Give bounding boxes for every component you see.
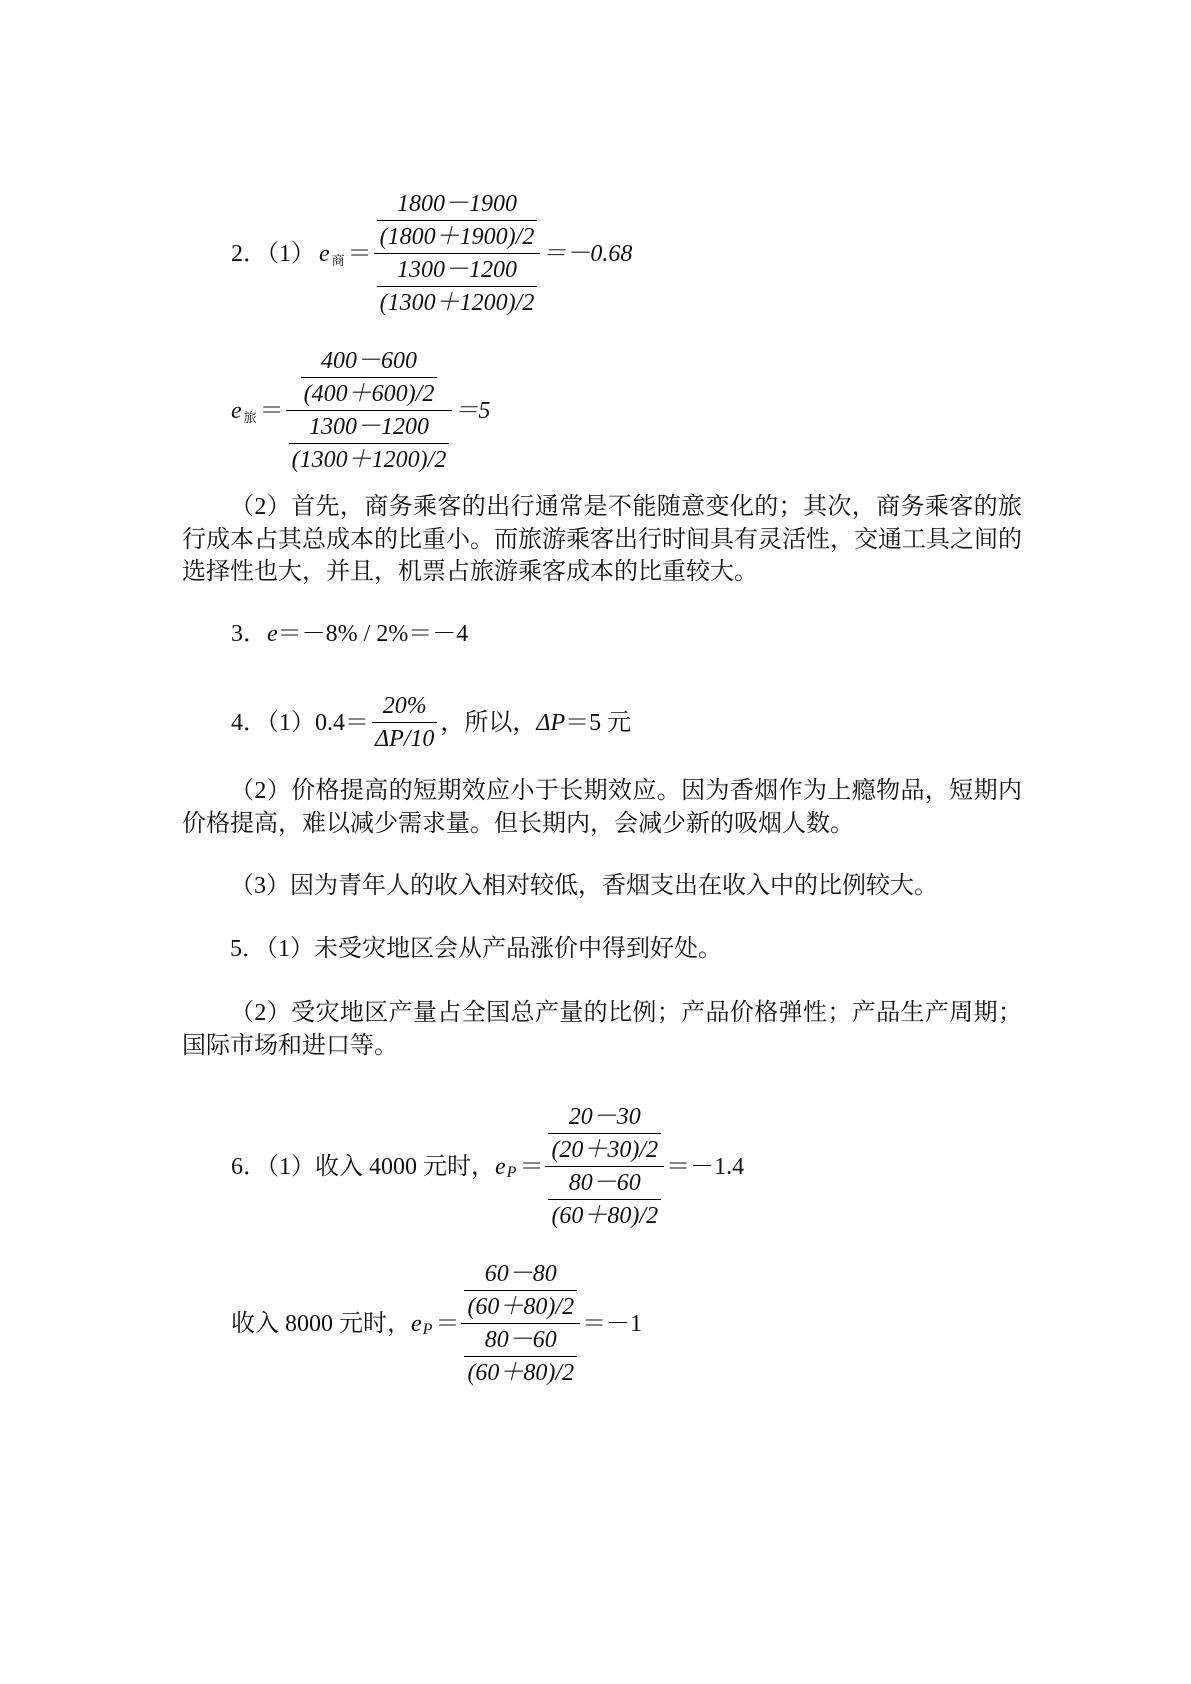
denominator-top: 80－60	[464, 1324, 577, 1357]
conclusion-variable: ΔP	[536, 709, 566, 736]
q6-income-8000-formula	[231, 1258, 642, 1389]
q4-part3-paragraph	[182, 870, 1022, 903]
conclusion-prefix: ，所以，	[440, 709, 537, 736]
compound-fraction	[374, 188, 541, 319]
income-condition: 收入 4000 元时，	[315, 1153, 495, 1180]
denominator-fraction	[377, 254, 538, 319]
paragraph-line: （2）受灾地区产量占全国总产量的比例；产品价格弹性；产品生产周期；	[230, 1000, 1022, 1026]
compound-fraction	[545, 1101, 664, 1232]
fraction-numerator: 20%	[372, 690, 437, 723]
numerator-bottom: (60＋80)/2	[467, 1294, 575, 1320]
numerator-fraction	[377, 188, 538, 253]
income-condition: 收入 8000 元时，	[231, 1310, 411, 1337]
denominator-top: 1300－1200	[377, 254, 538, 287]
denominator-fraction	[464, 1324, 577, 1389]
paragraph-line: （2）首先，商务乘客的出行通常是不能随意变化的；其次，商务乘客的旅	[230, 494, 1022, 520]
elasticity-symbol: e	[495, 1153, 506, 1180]
numerator-bottom: (20＋30)/2	[551, 1137, 659, 1163]
elasticity-subscript: P	[506, 1163, 517, 1181]
q4-formula	[231, 690, 631, 755]
conclusion-value: ＝5 元	[565, 709, 632, 736]
elasticity-symbol: e	[231, 397, 242, 424]
paragraph-line: 5．（1）未受灾地区会从产品涨价中得到好处。	[230, 936, 722, 962]
denominator-bottom: (60＋80)/2	[551, 1203, 659, 1229]
paragraph-line: 选择性也大，并且，机票占旅游乘客成本的比重较大。	[182, 559, 758, 585]
elasticity-symbol: e	[411, 1310, 422, 1337]
q5-part1-paragraph	[182, 933, 1022, 966]
question-label: 3．	[231, 621, 267, 647]
paragraph-line: 行成本占其总成本的比重小。而旅游乘客出行时间具有灵活性，交通工具之间的	[182, 526, 1022, 553]
denominator-bottom: (1300＋1200)/2	[291, 447, 447, 473]
paragraph-line: （3）因为青年人的收入相对较低，香烟支出在收入中的比例较大。	[230, 873, 938, 899]
formula-result: ＝－1.4	[666, 1153, 745, 1180]
paragraph-line: 价格提高，难以减少需求量。但长期内，会减少新的吸烟人数。	[182, 810, 854, 837]
denominator-fraction	[548, 1167, 661, 1232]
equals-sign: ＝	[347, 240, 372, 267]
formula-lhs: 0.4＝	[315, 709, 369, 736]
numerator-bottom: (400＋600)/2	[303, 381, 435, 407]
q2-business-elasticity-formula	[231, 188, 632, 319]
q6-income-4000-formula	[231, 1101, 744, 1232]
equals-sign: ＝	[435, 1310, 460, 1337]
elasticity-subscript: P	[422, 1320, 433, 1338]
q2-tourist-elasticity-formula	[231, 345, 490, 476]
denominator-top: 1300－1200	[289, 411, 450, 444]
compound-fraction	[461, 1258, 580, 1389]
denominator-bottom: (1300＋1200)/2	[379, 290, 535, 316]
numerator-top: 1800－1900	[377, 188, 538, 221]
denominator-fraction	[289, 411, 450, 476]
q3-formula	[231, 618, 468, 650]
numerator-top: 20－30	[548, 1101, 661, 1134]
denominator-top: 80－60	[548, 1167, 661, 1200]
simple-fraction	[372, 690, 437, 755]
numerator-top: 400－600	[301, 345, 438, 378]
elasticity-subscript: 商	[331, 253, 345, 268]
numerator-top: 60－80	[464, 1258, 577, 1291]
numerator-bottom: (1800＋1900)/2	[379, 224, 535, 250]
elasticity-subscript: 旅	[243, 410, 257, 425]
equals-sign: ＝	[259, 397, 284, 424]
q4-part2-paragraph	[182, 775, 1022, 840]
question-label: 2．（1）	[231, 240, 315, 267]
elasticity-symbol: e	[267, 621, 278, 647]
paragraph-line: （2）价格提高的短期效应小于长期效应。因为香烟作为上瘾物品，短期内	[230, 778, 1022, 804]
fraction-denominator: ΔP/10	[375, 726, 435, 752]
question-label: 4．（1）	[231, 709, 315, 736]
formula-result: ＝－0.68	[542, 240, 633, 267]
paragraph-line: 国际市场和进口等。	[182, 1032, 398, 1059]
numerator-fraction	[548, 1101, 661, 1166]
question-label: 6．（1）	[231, 1153, 315, 1180]
formula-result: ＝5	[454, 397, 491, 424]
elasticity-symbol: e	[319, 240, 330, 267]
denominator-bottom: (60＋80)/2	[467, 1360, 575, 1386]
compound-fraction	[286, 345, 453, 476]
formula-expression: ＝－8% / 2%＝－4	[277, 621, 469, 647]
numerator-fraction	[301, 345, 438, 410]
equals-sign: ＝	[519, 1153, 544, 1180]
q5-part2-paragraph	[182, 997, 1022, 1062]
q2-part2-paragraph	[182, 491, 1022, 589]
numerator-fraction	[464, 1258, 577, 1323]
formula-result: ＝－1	[582, 1310, 643, 1337]
